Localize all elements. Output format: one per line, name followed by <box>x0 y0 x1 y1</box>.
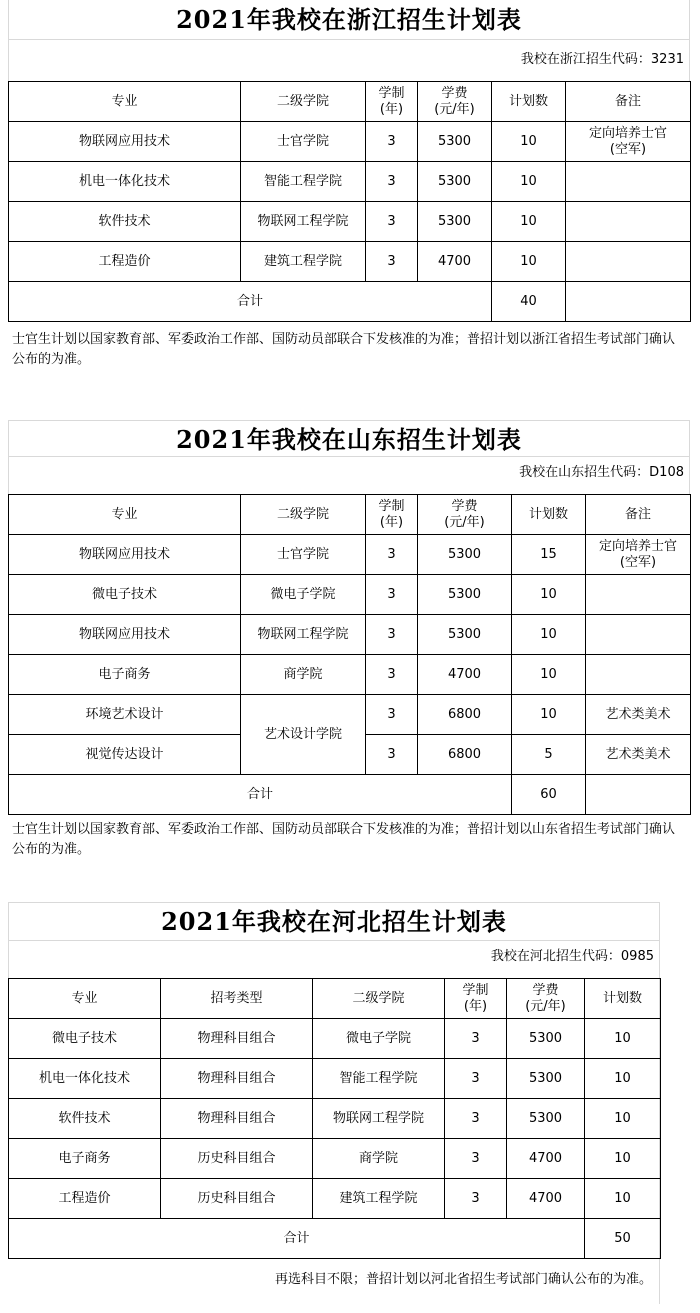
cell-years: 3 <box>366 535 418 575</box>
shandong-note: 士官生计划以国家教育部、军委政治工作部、国防动员部联合下发核准的为准；普招计划以山东省招生考试部门确认公布的为准。 <box>12 822 676 857</box>
cell-major: 微电子技术 <box>9 575 241 615</box>
cell-college: 微电子学院 <box>313 1019 445 1059</box>
cell-major: 物联网应用技术 <box>9 535 241 575</box>
cell-tuition: 5300 <box>418 122 492 162</box>
table-row <box>9 1179 661 1219</box>
cell-major: 视觉传达设计 <box>9 735 241 775</box>
cell-college: 士官学院 <box>241 122 366 162</box>
table-row <box>9 575 691 615</box>
cell-exam-type: 历史科目组合 <box>161 1179 313 1219</box>
cell-years: 3 <box>445 1139 507 1179</box>
cell-college: 智能工程学院 <box>241 162 366 202</box>
cell-major: 物联网应用技术 <box>9 122 241 162</box>
cell-years: 3 <box>366 242 418 282</box>
cell-quota: 10 <box>492 202 566 242</box>
cell-college: 士官学院 <box>241 535 366 575</box>
cell-years: 3 <box>366 695 418 735</box>
cell-tuition: 5300 <box>418 575 512 615</box>
cell-quota: 5 <box>512 735 586 775</box>
hebei-title: 2021年我校在河北招生计划表 <box>161 907 507 936</box>
cell-major: 机电一体化技术 <box>9 162 241 202</box>
header-tuition: 学费 (元/年) <box>507 979 585 1019</box>
shandong-table <box>8 494 691 815</box>
cell-quota: 10 <box>585 1099 661 1139</box>
cell-tuition: 5300 <box>507 1019 585 1059</box>
total-label: 合计 <box>9 1219 585 1259</box>
total-remark <box>566 282 691 322</box>
cell-major: 电子商务 <box>9 1139 161 1179</box>
cell-college: 商学院 <box>313 1139 445 1179</box>
cell-quota: 10 <box>585 1179 661 1219</box>
cell-years: 3 <box>445 1099 507 1139</box>
cell-years: 3 <box>445 1059 507 1099</box>
cell-quota: 10 <box>492 242 566 282</box>
zhejiang-title: 2021年我校在浙江招生计划表 <box>176 5 522 34</box>
cell-college: 物联网工程学院 <box>313 1099 445 1139</box>
shandong-title: 2021年我校在山东招生计划表 <box>176 425 522 454</box>
cell-major: 软件技术 <box>9 1099 161 1139</box>
cell-tuition: 5300 <box>507 1099 585 1139</box>
cell-quota: 10 <box>585 1059 661 1099</box>
header-years: 学制 (年) <box>366 495 418 535</box>
table-row <box>9 122 691 162</box>
cell-quota: 10 <box>512 615 586 655</box>
table-row <box>9 1019 661 1059</box>
header-college: 二级学院 <box>241 495 366 535</box>
cell-major: 机电一体化技术 <box>9 1059 161 1099</box>
cell-major: 软件技术 <box>9 202 241 242</box>
cell-tuition: 5300 <box>418 202 492 242</box>
cell-college: 建筑工程学院 <box>313 1179 445 1219</box>
zhejiang-note: 士官生计划以国家教育部、军委政治工作部、国防动员部联合下发核准的为准；普招计划以浙江省招生考试部门确认公布的为准。 <box>12 332 676 367</box>
cell-major: 物联网应用技术 <box>9 615 241 655</box>
header-tuition: 学费 (元/年) <box>418 495 512 535</box>
cell-tuition: 6800 <box>418 695 512 735</box>
cell-years: 3 <box>366 615 418 655</box>
cell-tuition: 5300 <box>418 615 512 655</box>
cell-exam-type: 历史科目组合 <box>161 1139 313 1179</box>
total-label: 合计 <box>9 282 492 322</box>
header-major: 专业 <box>9 979 161 1019</box>
cell-quota: 10 <box>512 655 586 695</box>
header-quota: 计划数 <box>585 979 661 1019</box>
cell-quota: 10 <box>512 575 586 615</box>
header-major: 专业 <box>9 495 241 535</box>
cell-years: 3 <box>366 162 418 202</box>
cell-tuition: 5300 <box>418 162 492 202</box>
header-major: 专业 <box>9 82 241 122</box>
cell-years: 3 <box>445 1019 507 1059</box>
cell-exam-type: 物理科目组合 <box>161 1099 313 1139</box>
cell-quota: 10 <box>492 122 566 162</box>
hebei-note: 再选科目不限；普招计划以河北省招生考试部门确认公布的为准。 <box>274 1272 652 1287</box>
cell-years: 3 <box>366 735 418 775</box>
table-row <box>9 202 691 242</box>
table-row <box>9 655 691 695</box>
total-value: 40 <box>492 282 566 322</box>
total-row <box>9 282 691 322</box>
table-header-row <box>9 82 691 122</box>
cell-years: 3 <box>445 1179 507 1219</box>
cell-exam-type: 物理科目组合 <box>161 1059 313 1099</box>
header-years: 学制 (年) <box>366 82 418 122</box>
cell-remark <box>586 655 691 695</box>
cell-major: 工程造价 <box>9 1179 161 1219</box>
table-row <box>9 242 691 282</box>
table-row <box>9 1059 661 1099</box>
header-tuition: 学费 (元/年) <box>418 82 492 122</box>
table-row <box>9 615 691 655</box>
cell-quota: 10 <box>512 695 586 735</box>
total-row <box>9 1219 661 1259</box>
cell-major: 环境艺术设计 <box>9 695 241 735</box>
shandong-plan <box>8 420 690 865</box>
cell-years: 3 <box>366 655 418 695</box>
cell-quota: 10 <box>585 1019 661 1059</box>
cell-remark <box>566 202 691 242</box>
total-remark <box>586 775 691 815</box>
cell-college: 物联网工程学院 <box>241 615 366 655</box>
cell-remark <box>566 242 691 282</box>
table-header-row <box>9 495 691 535</box>
header-remark: 备注 <box>586 495 691 535</box>
hebei-enrollment-code: 我校在河北招生代码：0985 <box>490 949 654 964</box>
table-row <box>9 1099 661 1139</box>
cell-tuition: 4700 <box>418 655 512 695</box>
cell-tuition: 5300 <box>507 1059 585 1099</box>
cell-tuition: 6800 <box>418 735 512 775</box>
cell-remark: 艺术类美术 <box>586 695 691 735</box>
cell-college: 物联网工程学院 <box>241 202 366 242</box>
header-quota: 计划数 <box>492 82 566 122</box>
cell-major: 工程造价 <box>9 242 241 282</box>
hebei-plan <box>8 902 690 1307</box>
cell-tuition: 5300 <box>418 535 512 575</box>
total-value: 50 <box>585 1219 661 1259</box>
cell-years: 3 <box>366 202 418 242</box>
cell-college: 商学院 <box>241 655 366 695</box>
header-remark: 备注 <box>566 82 691 122</box>
header-years: 学制 (年) <box>445 979 507 1019</box>
cell-major: 电子商务 <box>9 655 241 695</box>
header-college: 二级学院 <box>313 979 445 1019</box>
shandong-enrollment-code: 我校在山东招生代码：D108 <box>519 465 684 480</box>
table-row <box>9 535 691 575</box>
cell-college: 微电子学院 <box>241 575 366 615</box>
table-row <box>9 162 691 202</box>
cell-major: 微电子技术 <box>9 1019 161 1059</box>
cell-remark: 定向培养士官 (空军) <box>566 122 691 162</box>
header-exam-type: 招考类型 <box>161 979 313 1019</box>
cell-remark <box>566 162 691 202</box>
table-header-row <box>9 979 661 1019</box>
cell-remark: 定向培养士官 (空军) <box>586 535 691 575</box>
table-row <box>9 1139 661 1179</box>
hebei-table <box>8 978 661 1259</box>
zhejiang-table <box>8 81 691 322</box>
cell-quota: 10 <box>585 1139 661 1179</box>
cell-college: 艺术设计学院 <box>241 695 366 775</box>
cell-tuition: 4700 <box>507 1139 585 1179</box>
total-value: 60 <box>512 775 586 815</box>
total-label: 合计 <box>9 775 512 815</box>
cell-exam-type: 物理科目组合 <box>161 1019 313 1059</box>
cell-quota: 10 <box>492 162 566 202</box>
zhejiang-enrollment-code: 我校在浙江招生代码：3231 <box>520 52 684 67</box>
cell-remark: 艺术类美术 <box>586 735 691 775</box>
cell-remark <box>586 575 691 615</box>
cell-tuition: 4700 <box>507 1179 585 1219</box>
cell-years: 3 <box>366 575 418 615</box>
cell-tuition: 4700 <box>418 242 492 282</box>
cell-college: 智能工程学院 <box>313 1059 445 1099</box>
cell-remark <box>586 615 691 655</box>
header-quota: 计划数 <box>512 495 586 535</box>
cell-years: 3 <box>366 122 418 162</box>
total-row <box>9 775 691 815</box>
zhejiang-plan <box>8 0 690 380</box>
table-row <box>9 695 691 735</box>
cell-college: 建筑工程学院 <box>241 242 366 282</box>
header-college: 二级学院 <box>241 82 366 122</box>
cell-quota: 15 <box>512 535 586 575</box>
